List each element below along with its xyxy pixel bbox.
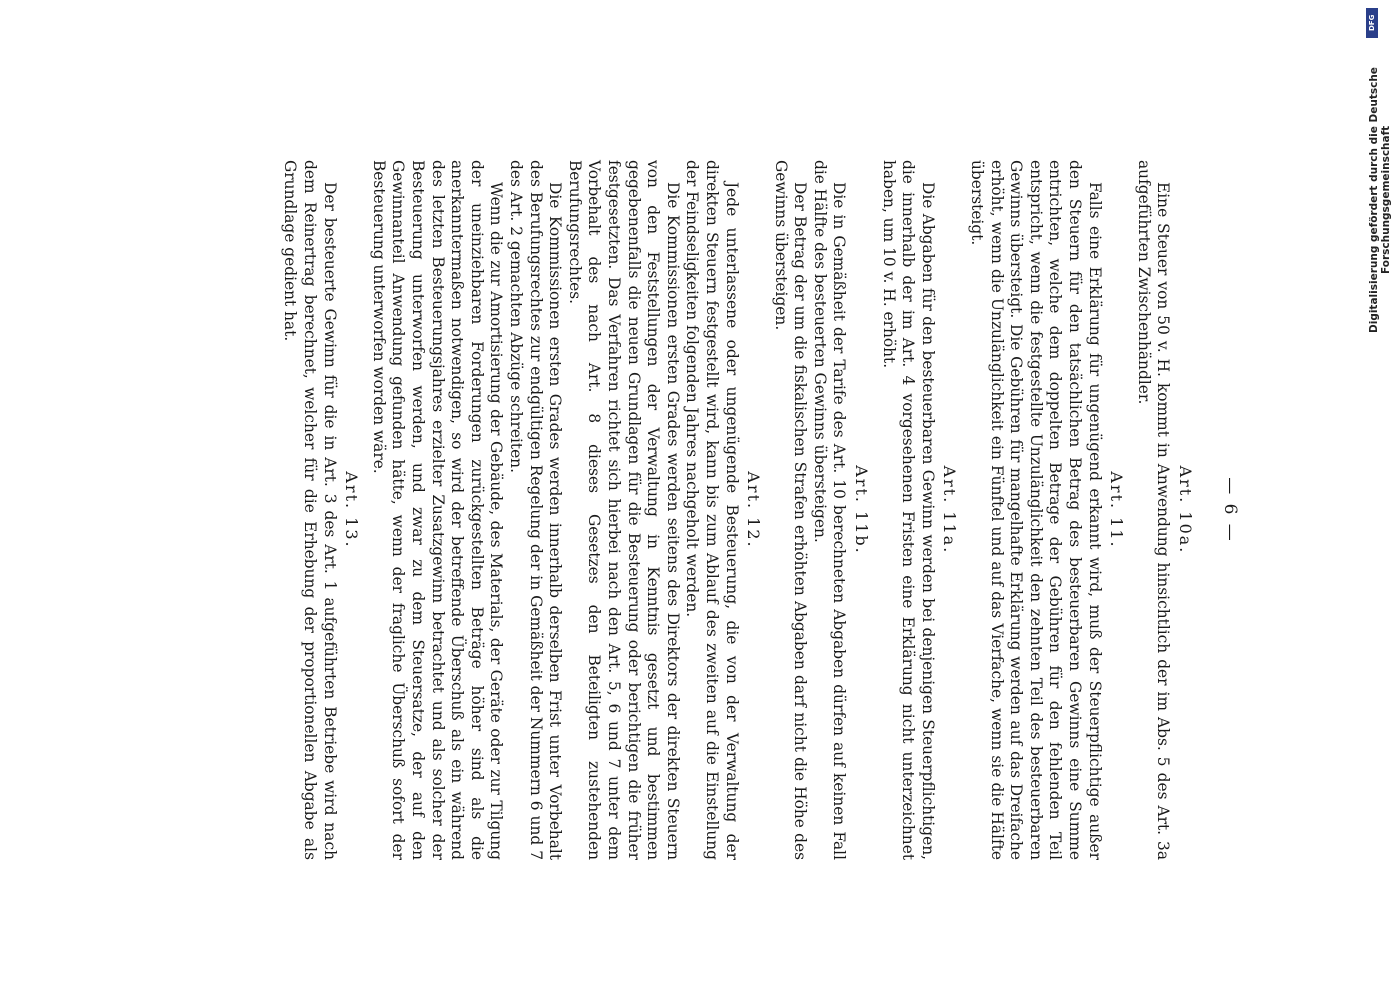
rotated-page: [100, 160, 1240, 860]
article-paragraph: Eine Steuer von 50 v. H. kommt in Anwendung hinsichtlich der im Abs. 5 des Art. 3a aufgeführten Zwischenhändler.: [1134, 160, 1173, 860]
page-number: — 6 —: [1220, 477, 1240, 543]
funding-note: Digitalisierung gefördert durch die Deutsche Forschungsgemeinschaft: [1368, 67, 1392, 333]
article-heading: Art. 11a.: [940, 465, 960, 555]
dfg-logo: DFG: [1366, 8, 1378, 38]
article-paragraph: Falls eine Erklärung für ungenügend erkannt wird, muß der Steuerpflichtige außer den Steuern für den tatsächlichen Betrag des besteuerbaren Gewinns eine Summe entrichten, welche dem doppelten Betrage der Gebühren für den fehlenden Teil entspricht, wenn die festgestellte Unzulänglichkeit den zehnten Teil des besteuerbaren Gewinns übersteigt. Die Gebühren für mangelhafte Erklärung werden auf das Dreifache erhöht, wenn die Unzulänglichkeit ein Fünftel und auf das Vierfache, wenn sie die Hälfte übersteigt.: [968, 160, 1104, 860]
article-paragraph: Die Kommissionen ersten Grades werden seitens des Direktors der direkten Steuern von den Feststellungen der Verwaltung in Kenntnis gesetzt und bestimmen gegebenenfalls die neuen Grundlagen für die Besteuerung oder berichtigen die früher festgesetzten. Das Verfahren richtet sich hierbei nach den Art. 5, 6 und 7 unter dem Vorbehalt des nach Art. 8 dieses Gesetzes den Beteiligten zustehenden Berufungsrechtes.: [565, 160, 682, 860]
article-heading: Art. 10a.: [1176, 465, 1195, 555]
article-paragraph: Der besteuerte Gewinn für die in Art. 3 des Art. 1 aufgeführten Betriebe wird nach dem Reinertrag berechnet, welcher für die Erhebung der proportionellen Abgabe als Grundlage gedient hat.: [281, 160, 339, 860]
article-body: [280, 160, 1202, 860]
article-paragraph: Die Kommissionen ersten Grades werden innerhalb derselben Frist unter Vorbehalt des Berufungsrechtes zur endgültigen Regelung der in Gemäßheit der Nummern 6 und 7 des Art. 2 gemachten Abzüge schreiten.: [507, 160, 565, 860]
article-heading: Art. 13.: [342, 471, 362, 549]
article-paragraph: Die Abgaben für den besteuerbaren Gewinn werden bei denjenigen Steuerpflichtigen, die innerhalb der im Art. 4 vorgesehenen Fristen eine Erklärung nicht unterzeichnet haben, um 10 v. H. erhöht.: [879, 160, 937, 860]
article-paragraph: Der Betrag der um die fiskalischen Strafen erhöhten Abgaben darf nicht die Höhe des Gewinns übersteigen.: [771, 160, 810, 860]
article-heading: Art. 12.: [744, 471, 764, 549]
article-paragraph: Jede unterlassene oder ungenügende Besteuerung, die von der Verwaltung der direkten Steuern festgestellt wird, kann bis zum Ablauf des zweiten auf die Einstellung der Feindseligkeiten folgenden Jahres nachgeholt werden.: [683, 160, 741, 860]
article-heading: Art. 11.: [1107, 471, 1127, 549]
article-heading: Art. 11b.: [852, 465, 872, 555]
article-paragraph: Die in Gemäßheit der Tarife des Art. 10 berechneten Abgaben dürfen auf keinen Fall die Hälfte des besteuerten Gewinns übersteigen.: [810, 160, 849, 860]
article-paragraph: Wenn die zur Amortisierung der Gebäude, des Materials, der Geräte oder zur Tilgung der uneinziehbaren Forderungen zurückgestellten Beträge höher sind als die anerkanntermaßen notwendigen, so wird der betreffende Überschuß als ein während des letzten Besteuerungsjahres erzielter Zusatzgewinn betrachtet und als solcher der Besteuerung unterworfen werden, und zwar zu dem Steuersatze, der auf den Gewinnanteil Anwendung gefunden hätte, wenn der fragliche Überschuß sofort der Besteuerung unterworfen worden wäre.: [369, 160, 506, 860]
